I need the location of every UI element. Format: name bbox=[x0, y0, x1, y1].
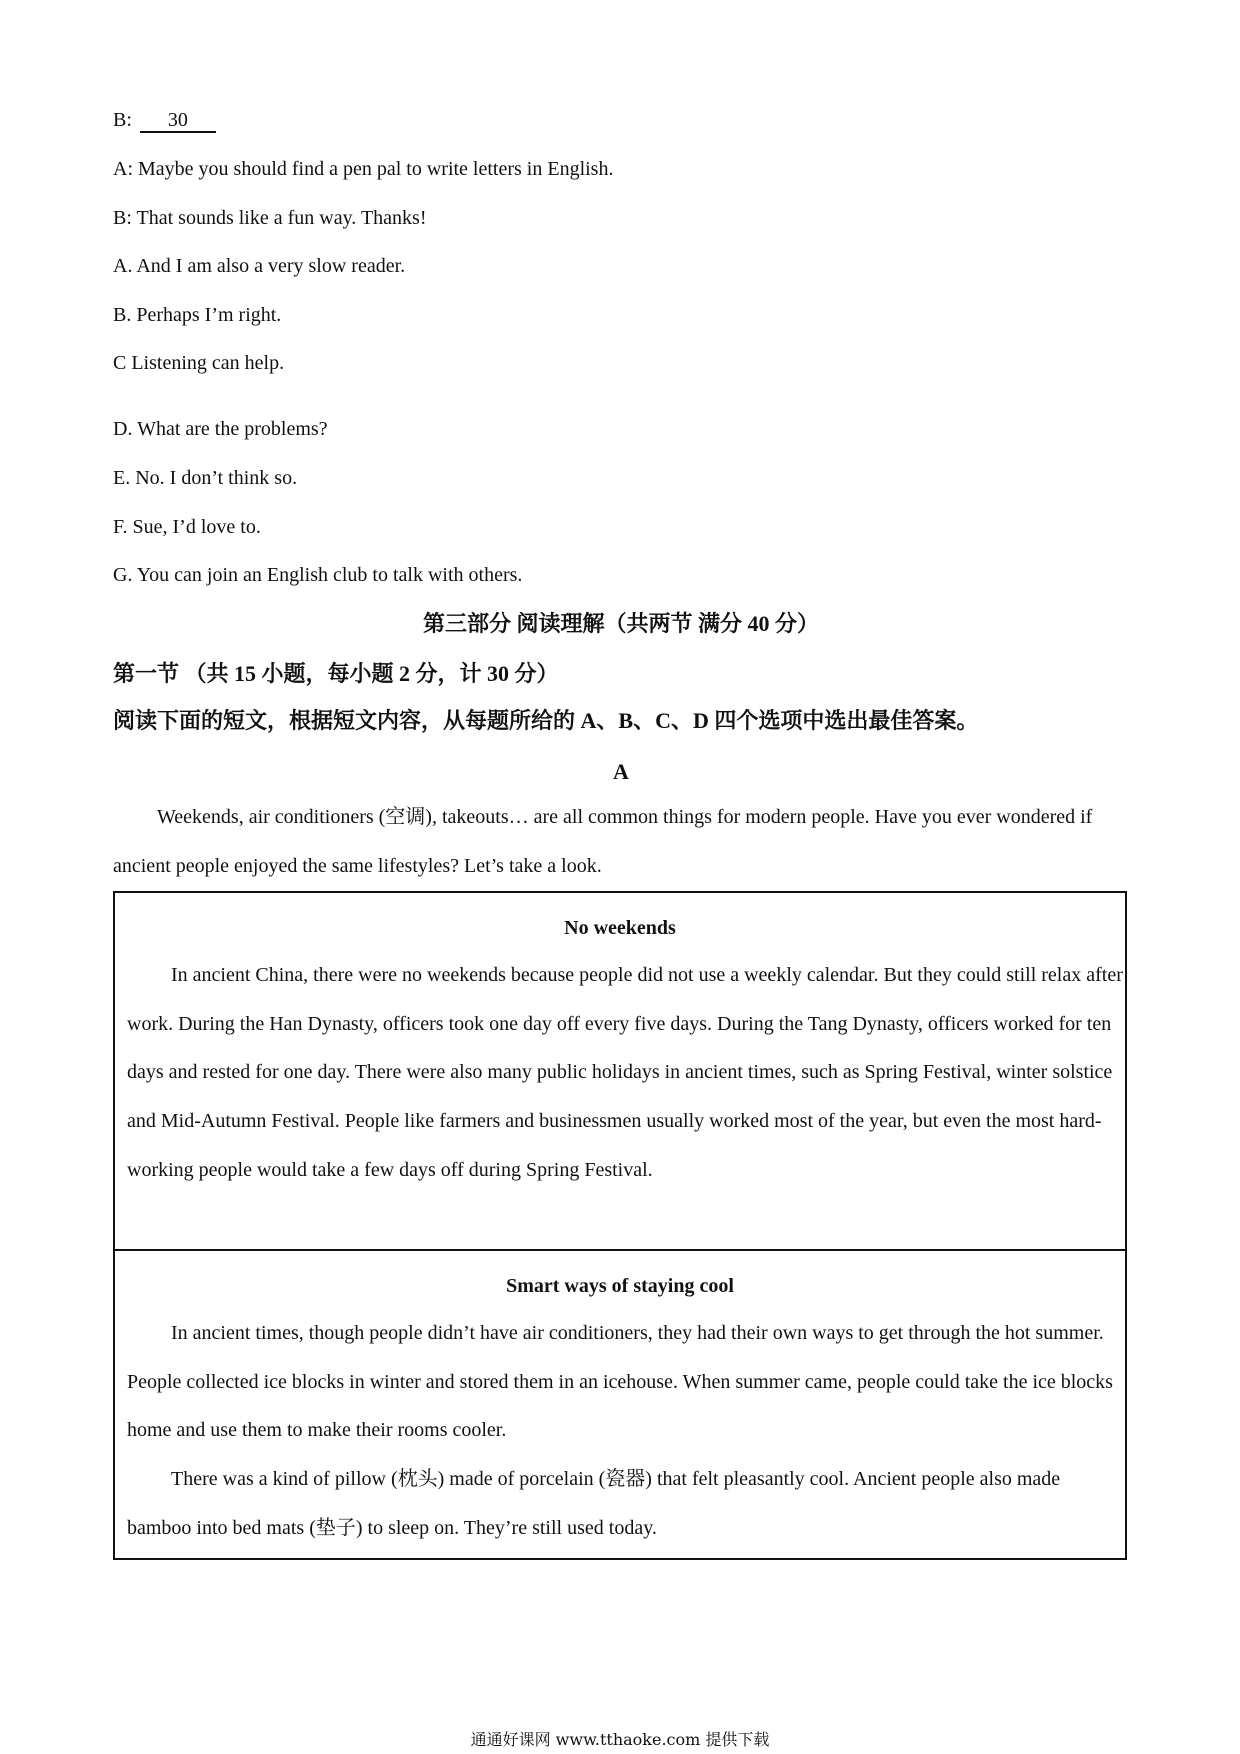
option-e: E. No. I don’t think so. bbox=[113, 467, 298, 489]
box-text-staying-cool-1: In ancient times, though people didn’t have air conditioners, they had their own ways to get through the hot summer. People collected ice blocks in winter and stored them in an icehouse. When summer came, people could take the ice blocks home and use them to make their rooms cooler. bbox=[127, 1322, 1113, 1442]
dialogue-b-answer-line bbox=[113, 107, 216, 133]
option-g: G. You can join an English club to talk with others. bbox=[113, 564, 523, 586]
dialogue-line-a: A: Maybe you should find a pen pal to write letters in English. bbox=[113, 158, 614, 180]
option-b: B. Perhaps I’m right. bbox=[113, 304, 282, 326]
section1-heading: 第一节 （共 15 小题，每小题 2 分，计 30 分） bbox=[113, 661, 559, 686]
page-footer: 通通好课网 www.tthaoke.com 提供下载 bbox=[470, 1730, 770, 1749]
answer-blank-30: 30 bbox=[140, 109, 216, 133]
box-no-weekends bbox=[113, 891, 1127, 1251]
box-title-no-weekends: No weekends bbox=[564, 917, 676, 939]
box-title-staying-cool: Smart ways of staying cool bbox=[506, 1275, 734, 1297]
option-d: D. What are the problems? bbox=[113, 418, 328, 440]
option-f: F. Sue, I’d love to. bbox=[113, 516, 261, 538]
passage-label: A bbox=[613, 759, 629, 784]
passage-intro: Weekends, air conditioners (空调), takeouts… are all common things for modern people. Have you ever wondered if ancient people enjoyed the same lifestyles? Let’s take a look. bbox=[113, 806, 1093, 877]
box-text-staying-cool-2: There was a kind of pillow (枕头) made of porcelain (瓷器) that felt pleasantly cool. Ancient people also made bamboo into bed mats (垫子) to sleep on. They’re still used today. bbox=[127, 1468, 1061, 1539]
option-c: C Listening can help. bbox=[113, 352, 285, 374]
box-text-no-weekends: In ancient China, there were no weekends because people did not use a weekly calendar. But they could still relax after work. During the Han Dynasty, officers took one day off every five days. During the Tang Dynasty, officers worked for ten days and rested for one day. There were also many public holidays in ancient times, such as Spring Festival, winter solstice and Mid-Autumn Festival. People like farmers and businessmen usually worked most of the year, but even the most hard-working people would take a few days off during Spring Festival. bbox=[127, 964, 1123, 1181]
speaker-b-label: B: bbox=[113, 109, 132, 131]
box-staying-cool bbox=[113, 1249, 1127, 1560]
part3-heading: 第三部分 阅读理解（共两节 满分 40 分） bbox=[422, 611, 819, 636]
dialogue-line-b: B: That sounds like a fun way. Thanks! bbox=[113, 207, 427, 229]
option-a: A. And I am also a very slow reader. bbox=[113, 255, 406, 277]
reading-instruction: 阅读下面的短文，根据短文内容，从每题所给的 A、B、C、D 四个选项中选出最佳答案。 bbox=[113, 708, 979, 733]
